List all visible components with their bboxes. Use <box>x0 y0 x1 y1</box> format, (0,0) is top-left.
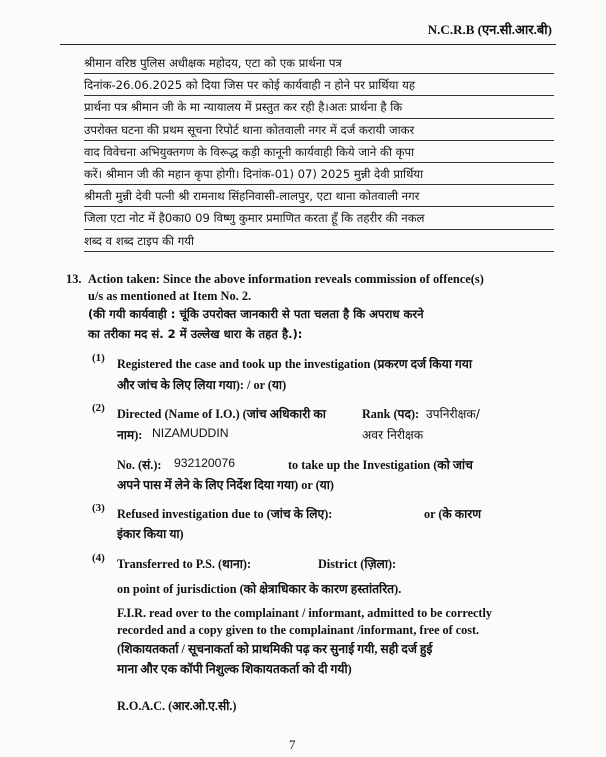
section-hindi-line2: का तरीका मद सं. 2 में उल्लेख धारा के तहत है.): <box>88 327 303 341</box>
item-2-rank-label: Rank (पद): <box>362 407 420 421</box>
fir-hindi-line1: (शिकायतकर्ता / सूचनाकर्ता को प्राथमिकी पढ़ कर सुनाई गयी, सही दर्ज हुई <box>117 642 433 656</box>
item-2-rank-value-2: अवर निरीक्षक <box>362 428 424 442</box>
fir-line2: recorded and a copy given to the complainant /informant, free of cost. <box>117 623 480 637</box>
item-2-take-up-2: अपने पास में लेने के लिए निर्देश दिया गया) or (या) <box>117 478 334 492</box>
item-2-directed-label: Directed (Name of I.O.) (जांच अधिकारी का <box>117 407 326 421</box>
complaint-text <box>84 52 554 252</box>
ncrb-header: N.C.R.B (एन.सी.आर.बी) <box>427 22 552 37</box>
io-name: NIZAMUDDIN <box>152 426 229 440</box>
item-2-take-up-1: to take up the Investigation (को जांच <box>288 458 473 472</box>
section-title-line1: Action taken: Since the above information reveals commission of offence(s) <box>88 272 484 286</box>
section-number: 13. <box>66 272 82 286</box>
complaint-line: श्रीमती मुन्नी देवी पत्नी श्री रामनाथ सिंहनिवासी-लालपुर, एटा थाना कोतवाली नगर <box>84 185 554 207</box>
complaint-line: वाद विवेचना अभियुक्तगण के विरूद्ध कड़ी कानूनी कार्यवाही किये जाने की कृपा <box>84 141 554 163</box>
item-2-no-label: No. (सं.): <box>117 458 162 472</box>
item-3-line2: इंकार किया या) <box>117 527 184 541</box>
io-number: 932120076 <box>174 456 236 470</box>
item-3-number: (3) <box>92 502 105 514</box>
item-4-district-label: District (ज़िला): <box>318 557 397 571</box>
item-1-line2: और जांच के लिए लिया गया): / or (या) <box>117 378 287 392</box>
complaint-line: दिनांक-26.06.2025 को दिया जिस पर कोई कार्यवाही न होने पर प्रार्थिया यह <box>84 74 554 96</box>
item-2-number: (2) <box>92 402 105 414</box>
item-3-label: Refused investigation due to (जांच के लिए): <box>117 507 333 521</box>
complaint-line: जिला एटा नोट में है0का0 09 विष्णु कुमार प्रमाणित करता हूँ कि तहरीर की नकल <box>84 207 554 229</box>
item-2-name-label: नाम): <box>117 428 143 442</box>
item-2-rank-value-1: उपनिरीक्षक/ <box>426 407 480 421</box>
fir-hindi-line2: माना और एक कॉपी निशुल्क शिकायतकर्ता को दी गयी) <box>117 662 352 676</box>
complaint-line: उपरोक्त घटना की प्रथम सूचना रिपोर्ट थाना कोतवाली नगर में दर्ज करायी जाकर <box>84 119 554 141</box>
complaint-line: करें। श्रीमान जी की महान कृपा होगी। दिनांक-01) 07) 2025 मुन्नी देवी प्रार्थिया <box>84 163 554 185</box>
item-4-number: (4) <box>92 552 105 564</box>
item-4-jurisdiction: on point of jurisdiction (को क्षेत्राधिकार के कारण हस्तांतरित). <box>117 582 402 596</box>
complaint-line: प्रार्थना पत्र श्रीमान जी के मा न्यायालय में प्रस्तुत कर रही है।अतः प्रार्थना है कि <box>84 96 554 118</box>
roac-label: R.O.A.C. (आर.ओ.ए.सी.) <box>117 699 237 713</box>
section-title-line2: u/s as mentioned at Item No. 2. <box>88 289 252 303</box>
fir-line1: F.I.R. read over to the complainant / informant, admitted to be correctly <box>117 606 492 620</box>
item-1-number: (1) <box>92 352 105 364</box>
header-rule <box>60 44 556 45</box>
complaint-line: श्रीमान वरिष्ठ पुलिस अधीक्षक महोदय, एटा को एक प्रार्थना पत्र <box>84 52 554 74</box>
complaint-line: शब्द व शब्द टाइप की गयी <box>84 230 554 252</box>
section-hindi-line1: (की गयी कार्यवाही : चूंकि उपरोक्त जानकारी से पता चलता है कि अपराध करने <box>88 307 424 321</box>
item-4-ps-label: Transferred to P.S. (थाना): <box>117 557 252 571</box>
item-3-or-label: or (के कारण <box>424 507 482 521</box>
page-number: 7 <box>289 737 296 752</box>
item-1-line1: Registered the case and took up the investigation (प्रकरण दर्ज किया गया <box>117 357 473 371</box>
